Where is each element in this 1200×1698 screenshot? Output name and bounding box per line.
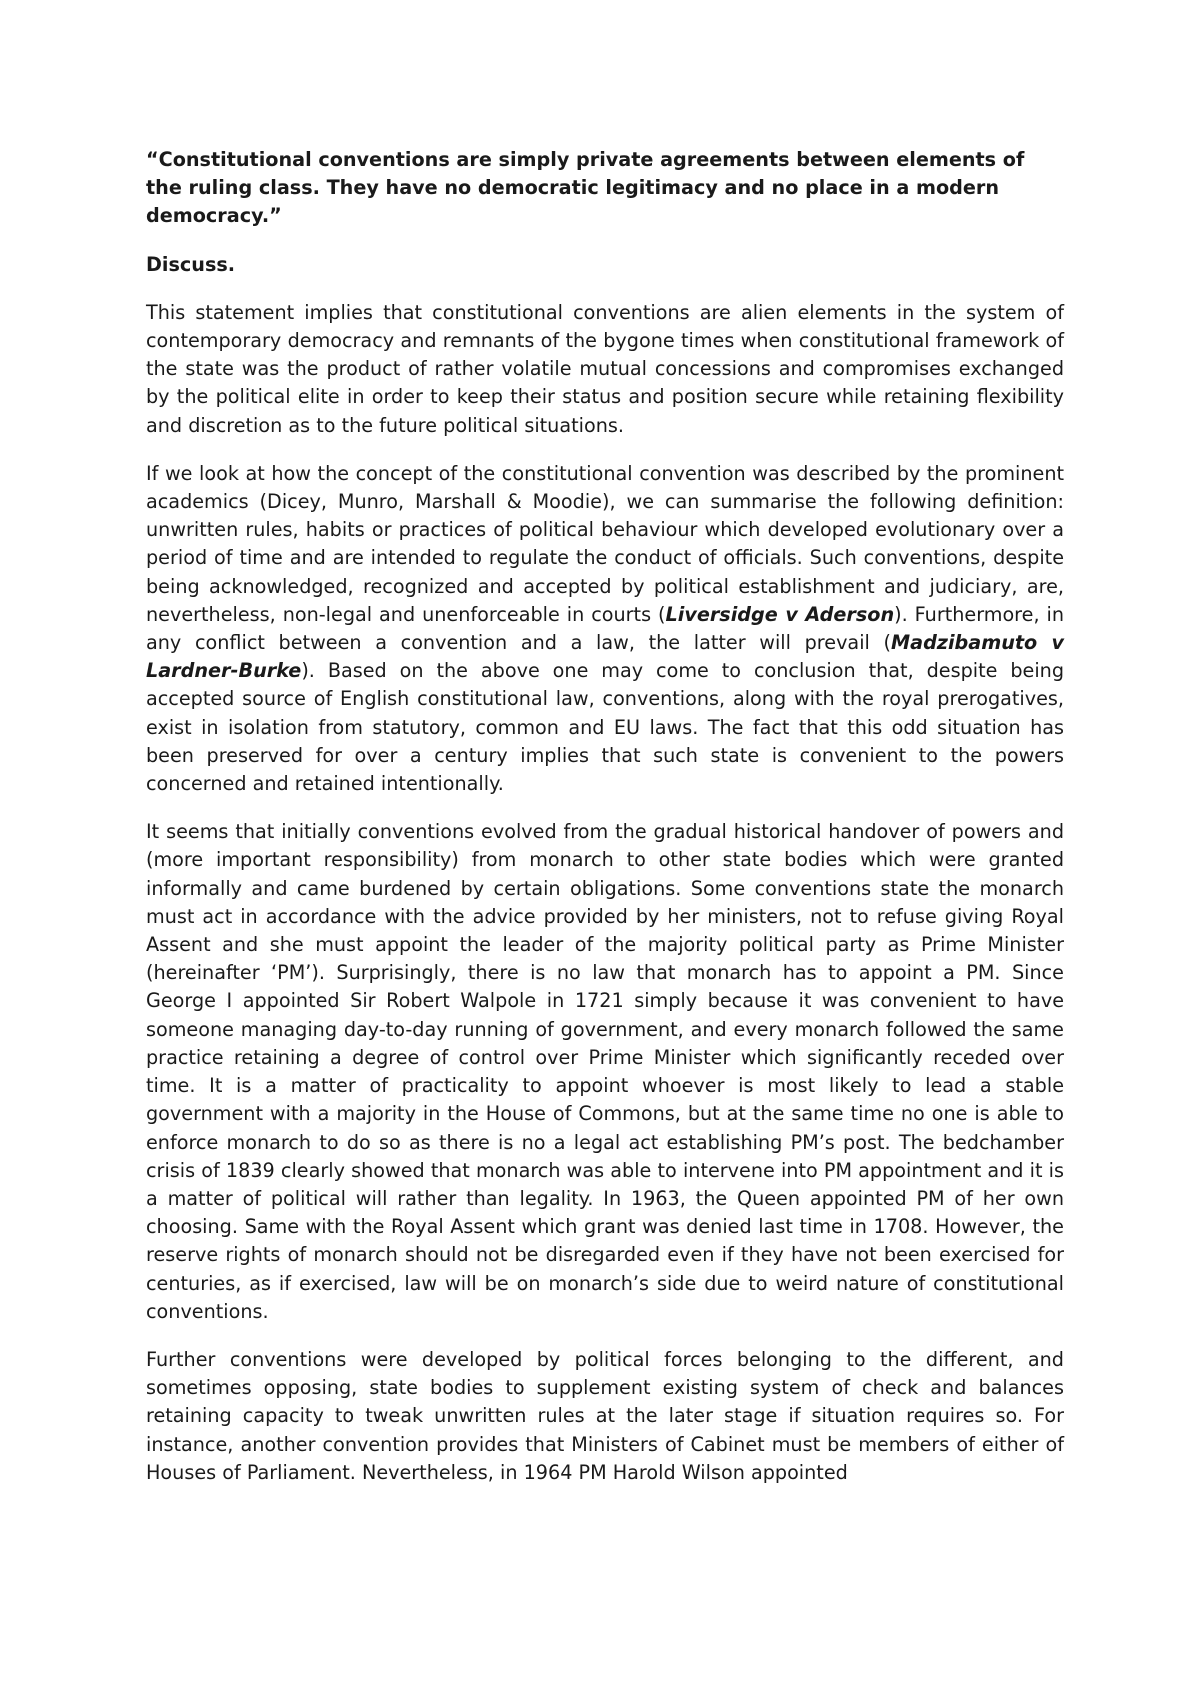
- paragraph-2-text-b: ). Furthermore, in any conflict between a convention and a law, the latter will prevail (: [146, 602, 1065, 655]
- case-citation-liversidge: Liversidge v Aderson: [665, 602, 895, 626]
- paragraph-2-text-c: ). Based on the above one may come to conclusion that, despite being accepted source of English constitutional law, conventions, along with the royal prerogatives, exist in isolation from statutory, common and EU laws. The fact that this odd situation has been preserved for over a century implies that such state is convenient to the powers concerned and retained intentionally.: [146, 659, 1064, 796]
- paragraph-4: Further conventions were developed by political forces belonging to the different, and sometimes opposing, state bodies to supplement existing system of check and balances retaining capacity to tweak unwritten rules at the later stage if situation requires so. For instance, another convention provides that Ministers of Cabinet must be members of either of Houses of Parliament. Nevertheless, in 1964 PM Harold Wilson appointed: [146, 1347, 1064, 1484]
- document-page: [146, 146, 1064, 1507]
- essay-title: “Constitutional conventions are simply private agreements between elements of the ruling class. They have no democratic legitimacy and no place in a modern democracy.”: [146, 148, 1025, 228]
- case-citation-madzibamuto: Madzibamuto v Lardner-Burke: [146, 631, 1065, 683]
- paragraph-1: This statement implies that constitutional conventions are alien elements in the system of contemporary democracy and remnants of the bygone times when constitutional framework of the state was the product of rather volatile mutual concessions and compromises exchanged by the political elite in order to keep their status and position secure while retaining flexibility and discretion as to the future political situations.: [146, 300, 1064, 437]
- paragraph-2-text-a: If we look at how the concept of the constitutional convention was described by the prominent academics (Dicey, Munro, Marshall & Moodie), we can summarise the following definition: unwritten rules, habits or practices of political behaviour which developed evolutionary over a period of time and are intended to regulate the conduct of officials. Such conventions, despite being acknowledged, recognized and accepted by political establishment and judiciary, are, nevertheless, non-legal and unenforceable in courts (: [146, 461, 1064, 626]
- paragraph-2: [146, 460, 1064, 798]
- discuss-heading: Discuss.: [146, 252, 236, 276]
- paragraph-3: It seems that initially conventions evolved from the gradual historical handover of powers and (more important responsibility) from monarch to other state bodies which were granted informally and came burdened by certain obligations. Some conventions state the monarch must act in accordance with the advice provided by her ministers, not to refuse giving Royal Assent and she must appoint the leader of the majority political party as Prime Minister (hereinafter ‘PM’). Surprisingly, there is no law that monarch has to appoint a PM. Since George I appointed Sir Robert Walpole in 1721 simply because it was convenient to have someone managing day-to-day running of government, and every monarch followed the same practice retaining a degree of control over Prime Minister which significantly receded over time. It is a matter of practicality to appoint whoever is most likely to lead a stable government with a majority in the House of Commons, but at the same time no one is able to enforce monarch to do so as there is no a legal act establishing PM’s post. The bedchamber crisis of 1839 clearly showed that monarch was able to intervene into PM appointment and it is a matter of political will rather than legality. In 1963, the Queen appointed PM of her own choosing. Same with the Royal Assent which grant was denied last time in 1708. However, the reserve rights of monarch should not be disregarded even if they have not been exercised for centuries, as if exercised, law will be on monarch’s side due to weird nature of constitutional conventions.: [146, 820, 1064, 1323]
